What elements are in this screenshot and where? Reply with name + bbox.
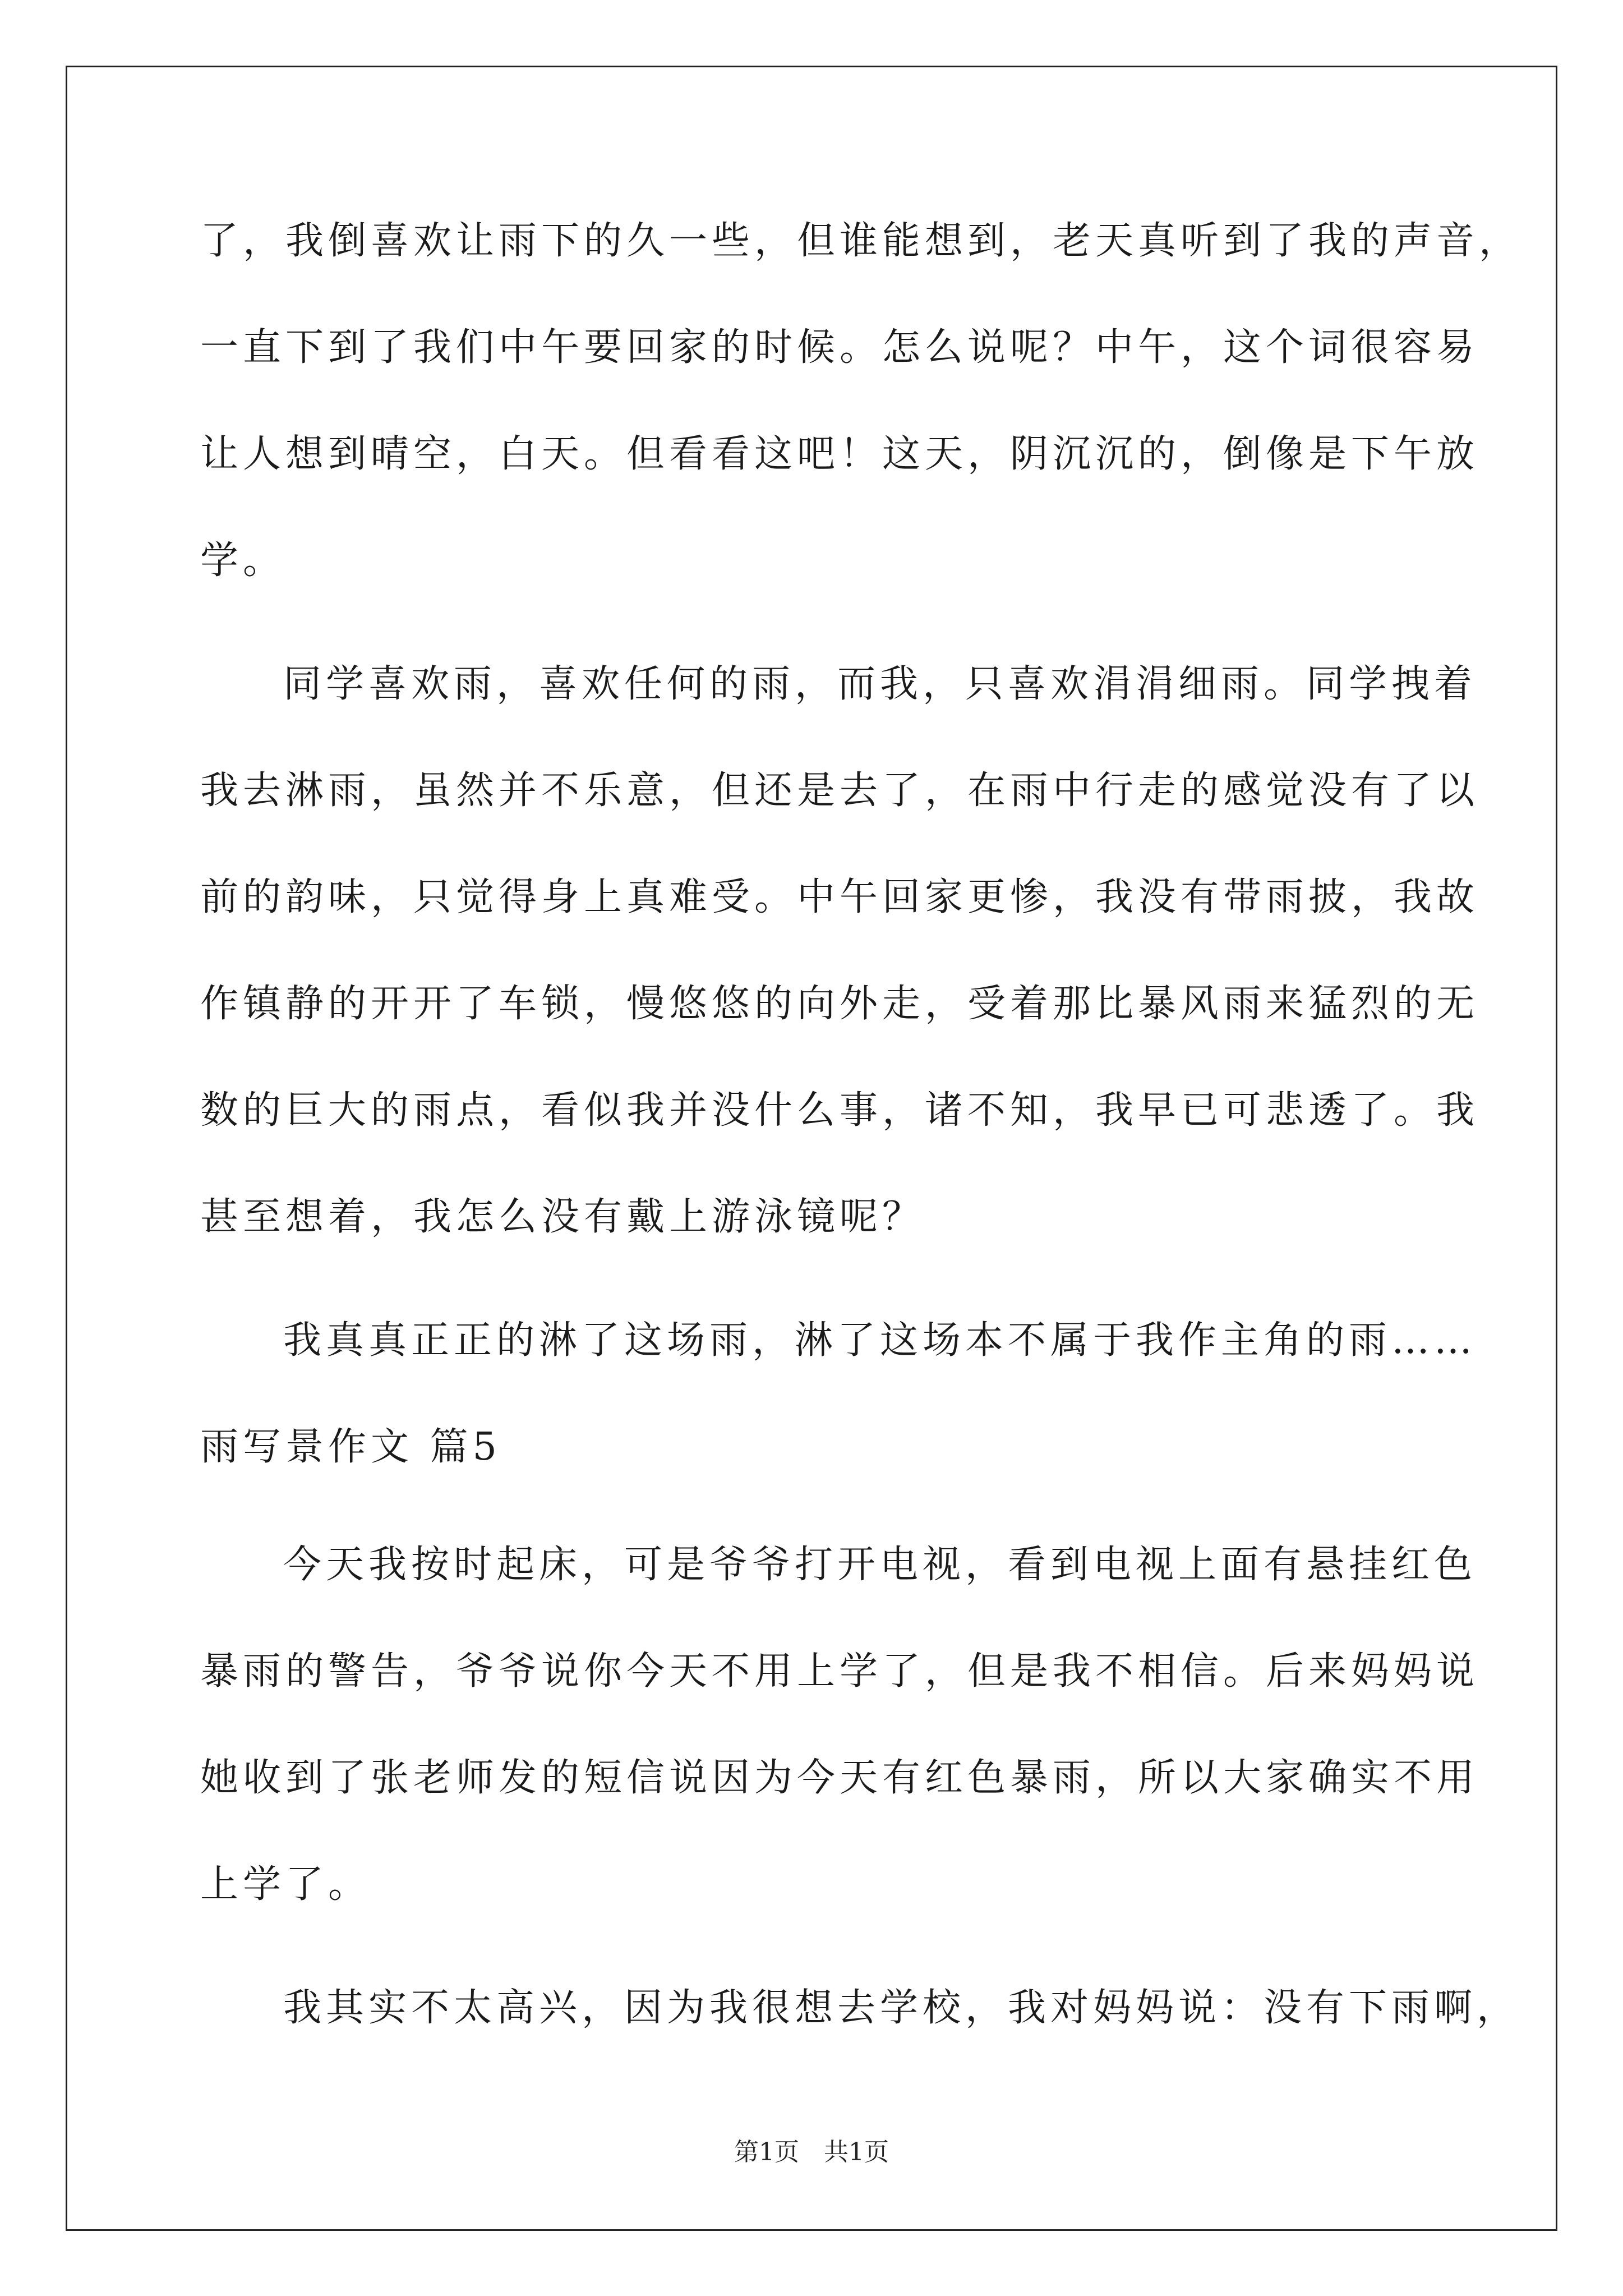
text-line: 上学了。: [200, 1862, 371, 1907]
text-line: 了，我倒喜欢让雨下的久一些，但谁能想到，老天真听到了我的声音，: [200, 219, 1522, 263]
text-line: 暴雨的警告，爷爷说你今天不用上学了，但是我不相信。后来妈妈说: [200, 1649, 1479, 1694]
text-line: 我去淋雨，虽然并不乐意，但还是去了，在雨中行走的感觉没有了以: [200, 769, 1479, 813]
section-heading: 雨写景作文 篇5: [200, 1425, 501, 1469]
text-line: 甚至想着，我怎么没有戴上游泳镜呢？: [200, 1195, 925, 1239]
text-line: 一直下到了我们中午要回家的时候。怎么说呢？中午，这个词很容易: [200, 325, 1479, 370]
paragraph-first-line: 同学喜欢雨，喜欢任何的雨，而我，只喜欢涓涓细雨。同学拽着: [283, 662, 1477, 706]
paragraph-first-line: 我真真正正的淋了这场雨，淋了这场本不属于我作主角的雨……: [283, 1318, 1477, 1363]
paragraph-first-line: 我其实不太高兴，因为我很想去学校，我对妈妈说：没有下雨啊，: [283, 1986, 1520, 2030]
text-line: 她收到了张老师发的短信说因为今天有红色暴雨，所以大家确实不用: [200, 1756, 1479, 1800]
text-line: 数的巨大的雨点，看似我并没什么事，诸不知，我早已可悲透了。我: [200, 1088, 1479, 1133]
text-line: 作镇静的开开了车锁，慢悠悠的向外走，受着那比暴风雨来猛烈的无: [200, 982, 1479, 1026]
text-line: 学。: [200, 539, 286, 583]
paragraph-first-line: 今天我按时起床，可是爷爷打开电视，看到电视上面有悬挂红色: [283, 1543, 1477, 1587]
text-line: 前的韵味，只觉得身上真难受。中午回家更惨，我没有带雨披，我故: [200, 875, 1479, 919]
text-line: 让人想到晴空，白天。但看看这吧！这天，阴沉沉的，倒像是下午放: [200, 432, 1479, 476]
page-number-footer: 第1页 共1页: [734, 2138, 889, 2166]
